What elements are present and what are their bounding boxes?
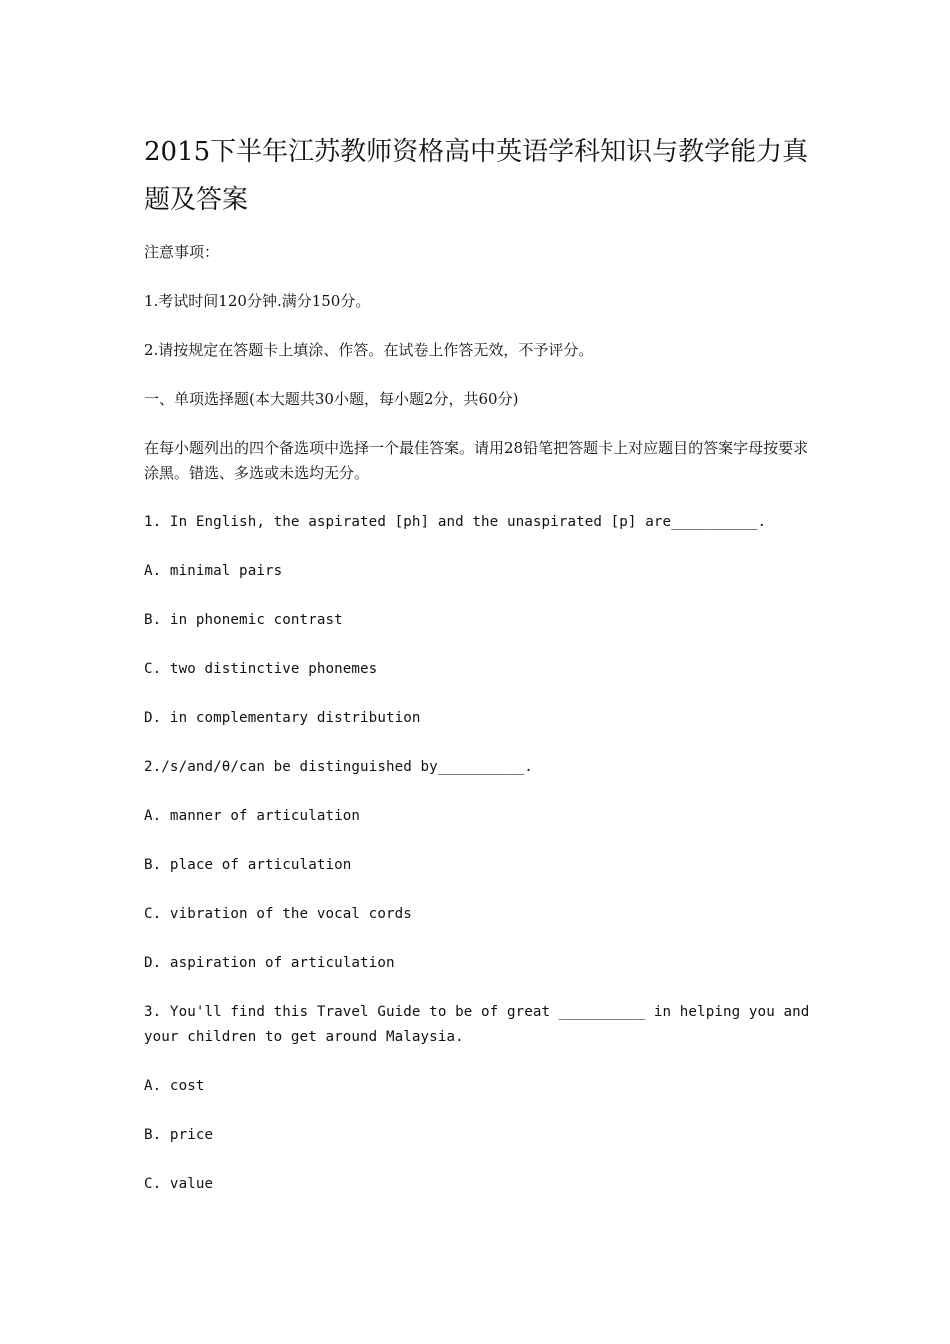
question-2-option-b: B. place of articulation	[144, 857, 352, 873]
question-1-option-a: A. minimal pairs	[144, 563, 283, 579]
question-1-option-c: C. two distinctive phonemes	[144, 661, 378, 677]
question-3-option-a: A. cost	[144, 1078, 205, 1094]
notice-item-2: 2.请按规定在答题卡上填涂、作答。在试卷上作答无效，不予评分。	[144, 341, 594, 359]
section-heading: 一、单项选择题(本大题共30小题，每小题2分，共60分)	[144, 390, 519, 408]
section-instruction: 在每小题列出的四个备选项中选择一个最佳答案。请用28铅笔把答题卡上对应题目的答案字母按要求涂黑。错选、多选或未选均无分。	[144, 439, 809, 482]
question-2-option-d: D. aspiration of articulation	[144, 955, 395, 971]
question-3-option-c: C. value	[144, 1176, 214, 1192]
question-1-option-d: D. in complementary distribution	[144, 710, 421, 726]
notice-item-1: 1.考试时间120分钟.满分150分。	[144, 292, 371, 310]
question-1-option-b: B. in phonemic contrast	[144, 612, 343, 628]
document-page	[144, 128, 819, 1197]
question-2-option-a: A. manner of articulation	[144, 808, 361, 824]
question-3-option-b: B. price	[144, 1127, 214, 1143]
question-2-stem: 2./s/and/θ/can be distinguished by__________.	[144, 759, 533, 775]
question-3-stem: 3. You'll find this Travel Guide to be of great __________ in helping you and your children to get around Malaysia.	[144, 1004, 819, 1045]
question-1-stem: 1. In English, the aspirated [ph] and the unaspirated [p] are__________.	[144, 514, 767, 530]
document-title: 2015下半年江苏教师资格高中英语学科知识与教学能力真题及答案	[144, 137, 809, 215]
notice-heading: 注意事项：	[144, 243, 220, 261]
question-2-option-c: C. vibration of the vocal cords	[144, 906, 412, 922]
